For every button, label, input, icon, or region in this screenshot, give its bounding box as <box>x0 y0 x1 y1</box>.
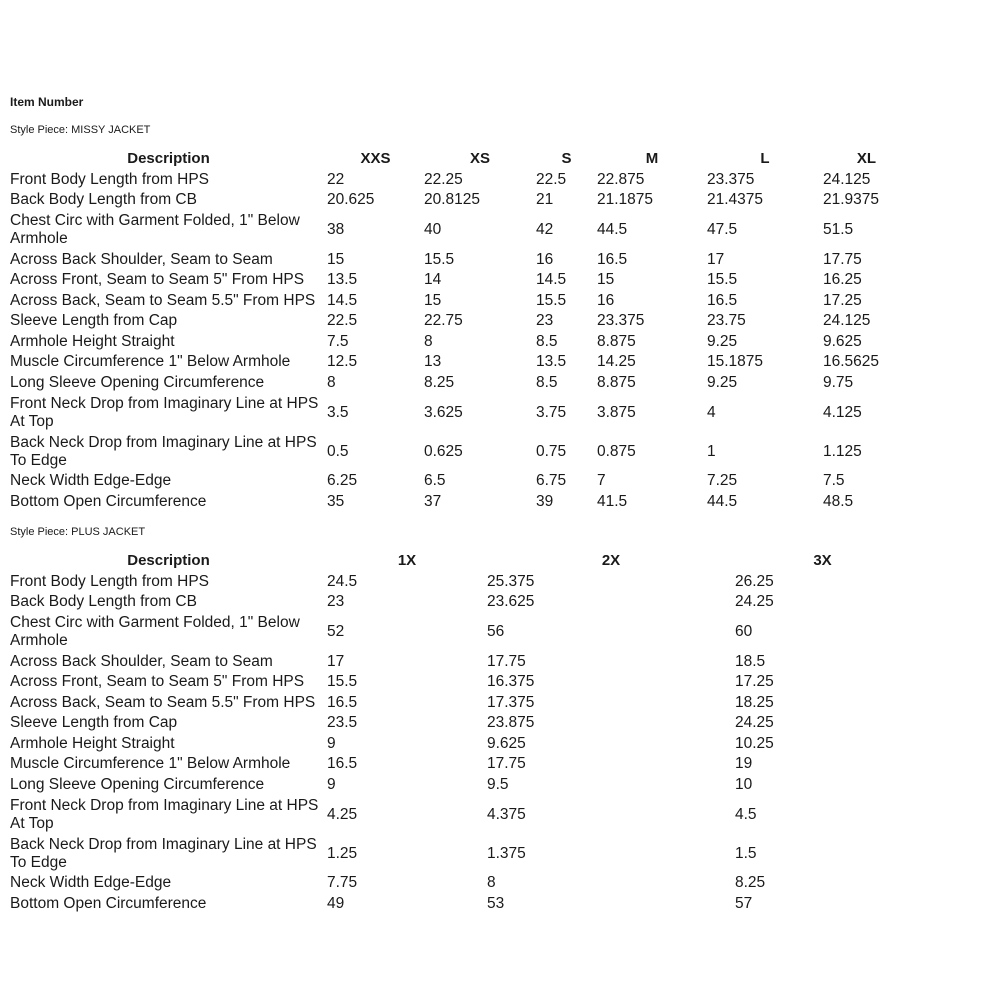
measurement-value: 7.5 <box>823 472 845 490</box>
measurement-description: Bottom Open Circumference <box>10 894 207 912</box>
measurement-value: 38 <box>327 221 345 238</box>
plus-spec-table <box>10 551 910 914</box>
column-header-size: 1X <box>397 552 417 570</box>
measurement-value: 22.5 <box>327 312 358 330</box>
measurement-description: Neck Width Edge-Edge <box>10 874 172 892</box>
column-header-size: XS <box>469 150 490 168</box>
column-header-size: XL <box>856 150 877 168</box>
measurement-value: 49 <box>327 894 345 912</box>
measurement-value: 1 <box>707 442 716 460</box>
plus-table-body <box>10 572 910 915</box>
measurement-value: 14.25 <box>597 353 636 371</box>
measurement-value: 24.5 <box>327 572 358 590</box>
measurement-value: 47.5 <box>707 221 738 238</box>
table-row <box>10 834 910 873</box>
missy-spec-table <box>10 149 910 512</box>
measurement-value: 25.375 <box>487 572 535 590</box>
table-row <box>10 894 910 915</box>
measurement-value: 20.625 <box>327 191 375 209</box>
measurement-description: Armhole Height Straight <box>10 734 175 752</box>
plus-table-header <box>10 551 910 572</box>
measurement-value: 9.625 <box>487 734 526 752</box>
measurement-value: 1.375 <box>487 844 526 862</box>
column-header-size: 3X <box>813 552 832 570</box>
measurement-description: Armhole Height Straight <box>10 332 175 350</box>
measurement-value: 24.125 <box>823 170 871 188</box>
measurement-value: 20.8125 <box>424 191 481 209</box>
measurement-value: 23.375 <box>707 170 755 188</box>
measurement-value: 41.5 <box>597 492 628 510</box>
measurement-value: 15.5 <box>536 291 567 309</box>
measurement-value: 7.25 <box>707 472 738 490</box>
measurement-value: 15.5 <box>424 250 455 268</box>
measurement-value: 16.5 <box>327 755 358 773</box>
table-row <box>10 432 910 471</box>
measurement-value: 13.5 <box>536 353 567 371</box>
measurement-value: 18.5 <box>735 652 766 670</box>
measurement-value: 35 <box>327 492 345 510</box>
measurement-description: Sleeve Length from Cap <box>10 714 178 732</box>
missy-header-row <box>10 149 910 170</box>
measurement-value: 26.25 <box>735 572 774 590</box>
measurement-description: Front Body Length from HPS <box>10 572 210 590</box>
measurement-value: 14 <box>424 271 442 289</box>
measurement-value: 17.75 <box>823 250 862 268</box>
measurement-description: Across Back, Seam to Seam 5.5" From HPS <box>10 693 316 711</box>
measurement-value: 51.5 <box>823 221 854 238</box>
measurement-description: Front Body Length from HPS <box>10 170 210 188</box>
column-header-size: 2X <box>601 552 621 570</box>
table-row <box>10 373 910 394</box>
measurement-value: 14.5 <box>536 271 567 289</box>
measurement-value: 8.25 <box>424 373 455 391</box>
measurement-value: 7.75 <box>327 874 358 892</box>
measurement-value: 15.5 <box>327 673 358 691</box>
measurement-value: 15 <box>327 250 345 268</box>
missy-style-label: Style Piece: MISSY JACKET <box>10 124 151 136</box>
measurement-value: 8.5 <box>536 332 558 350</box>
table-row <box>10 693 910 714</box>
measurement-value: 40 <box>424 221 442 238</box>
table-row <box>10 492 910 513</box>
measurement-value: 9.625 <box>823 332 862 350</box>
measurement-value: 6.25 <box>327 472 358 490</box>
measurement-description: Bottom Open Circumference <box>10 492 207 510</box>
measurement-value: 10 <box>735 775 753 793</box>
measurement-value: 56 <box>487 623 505 640</box>
table-row <box>10 652 910 673</box>
measurement-value: 8.875 <box>597 373 636 391</box>
measurement-description: Back Body Length from CB <box>10 593 197 611</box>
measurement-value: 21.1875 <box>597 191 654 209</box>
measurement-value: 24.25 <box>735 714 774 732</box>
measurement-value: 9 <box>327 734 336 752</box>
table-row <box>10 471 910 492</box>
measurement-value: 16.5 <box>597 250 628 268</box>
measurement-description: Back Body Length from CB <box>10 191 197 209</box>
measurement-description: Front Neck Drop from Imaginary Line at HPS At Top <box>10 394 319 430</box>
item-number-label: Item Number <box>10 95 84 109</box>
measurement-description: Muscle Circumference 1" Below Armhole <box>10 353 291 371</box>
measurement-value: 4.125 <box>823 403 862 421</box>
measurement-value: 52 <box>327 623 345 640</box>
measurement-value: 6.5 <box>424 472 446 490</box>
measurement-description: Across Front, Seam to Seam 5" From HPS <box>10 673 305 691</box>
measurement-value: 17.25 <box>735 673 774 691</box>
column-header-size: S <box>561 150 572 168</box>
table-row <box>10 713 910 734</box>
measurement-value: 9.75 <box>823 373 854 391</box>
measurement-value: 1.5 <box>735 844 757 862</box>
measurement-value: 16.5 <box>327 693 358 711</box>
measurement-value: 7 <box>597 472 606 490</box>
measurement-value: 4.375 <box>487 805 526 823</box>
measurement-description: Long Sleeve Opening Circumference <box>10 373 265 391</box>
measurement-value: 18.25 <box>735 693 774 711</box>
measurement-description: Back Neck Drop from Imaginary Line at HPS To Edge <box>10 433 317 469</box>
measurement-value: 15 <box>424 291 442 309</box>
measurement-value: 53 <box>487 894 505 912</box>
plus-header-row <box>10 551 910 572</box>
measurement-value: 17 <box>327 652 345 670</box>
measurement-description: Chest Circ with Garment Folded, 1" Below Armhole <box>10 212 300 247</box>
measurement-value: 21 <box>536 191 554 209</box>
measurement-value: 9.25 <box>707 373 738 391</box>
measurement-value: 8.5 <box>536 373 558 391</box>
measurement-value: 8.875 <box>597 332 636 350</box>
measurement-value: 9.25 <box>707 332 738 350</box>
measurement-value: 15 <box>597 271 615 289</box>
measurement-value: 48.5 <box>823 492 854 510</box>
measurement-value: 13.5 <box>327 271 358 289</box>
measurement-description: Across Front, Seam to Seam 5" From HPS <box>10 271 305 289</box>
missy-table-body <box>10 170 910 513</box>
measurement-description: Sleeve Length from Cap <box>10 312 178 330</box>
measurement-value: 19 <box>735 755 753 773</box>
measurement-value: 16 <box>597 291 615 309</box>
measurement-value: 24.25 <box>735 593 774 611</box>
table-row <box>10 754 910 775</box>
measurement-value: 42 <box>536 221 554 238</box>
measurement-value: 23.5 <box>327 714 358 732</box>
table-row <box>10 873 910 894</box>
measurement-value: 44.5 <box>597 221 628 238</box>
measurement-description: Front Neck Drop from Imaginary Line at HPS At Top <box>10 796 319 832</box>
table-row <box>10 734 910 755</box>
measurement-value: 24.125 <box>823 312 871 330</box>
measurement-value: 22.5 <box>536 170 567 188</box>
measurement-value: 3.75 <box>536 403 567 421</box>
measurement-value: 60 <box>735 623 753 640</box>
measurement-value: 22 <box>327 170 345 188</box>
measurement-value: 23.875 <box>487 714 535 732</box>
table-row <box>10 211 910 250</box>
table-row <box>10 352 910 373</box>
measurement-value: 17.25 <box>823 291 862 309</box>
measurement-value: 8.25 <box>735 874 766 892</box>
measurement-description: Chest Circ with Garment Folded, 1" Below Armhole <box>10 614 300 649</box>
measurement-description: Neck Width Edge-Edge <box>10 472 172 490</box>
table-row <box>10 795 910 834</box>
measurement-value: 7.5 <box>327 332 349 350</box>
measurement-value: 15.1875 <box>707 353 764 371</box>
column-header-size: XXS <box>360 150 391 168</box>
measurement-value: 23.75 <box>707 312 746 330</box>
measurement-value: 57 <box>735 894 753 912</box>
measurement-description: Across Back Shoulder, Seam to Seam <box>10 250 273 268</box>
measurement-value: 15.5 <box>707 271 738 289</box>
measurement-value: 22.75 <box>424 312 463 330</box>
measurement-value: 4.5 <box>735 805 757 823</box>
measurement-value: 3.625 <box>424 403 463 421</box>
measurement-value: 0.5 <box>327 442 349 460</box>
measurement-value: 0.625 <box>424 442 463 460</box>
table-row <box>10 613 910 652</box>
column-header-description: Description <box>127 150 210 168</box>
measurement-value: 0.75 <box>536 442 567 460</box>
measurement-value: 23 <box>327 593 345 611</box>
measurement-value: 22.25 <box>424 170 463 188</box>
measurement-value: 39 <box>536 492 554 510</box>
measurement-value: 16.5 <box>707 291 738 309</box>
measurement-value: 37 <box>424 492 442 510</box>
missy-table-header <box>10 149 910 170</box>
table-row <box>10 393 910 432</box>
measurement-value: 9 <box>327 775 336 793</box>
plus-style-label: Style Piece: PLUS JACKET <box>10 526 146 538</box>
measurement-value: 16 <box>536 250 554 268</box>
measurement-value: 12.5 <box>327 353 358 371</box>
measurement-value: 16.25 <box>823 271 862 289</box>
measurement-value: 22.875 <box>597 170 645 188</box>
measurement-value: 8 <box>487 874 496 892</box>
measurement-description: Muscle Circumference 1" Below Armhole <box>10 755 291 773</box>
measurement-value: 8 <box>424 332 433 350</box>
measurement-value: 17.75 <box>487 755 526 773</box>
column-header-description: Description <box>127 552 210 570</box>
table-row <box>10 190 910 211</box>
measurement-value: 4 <box>707 403 716 421</box>
measurement-value: 0.875 <box>597 442 636 460</box>
table-row <box>10 672 910 693</box>
measurement-value: 17.75 <box>487 652 526 670</box>
measurement-description: Back Neck Drop from Imaginary Line at HPS To Edge <box>10 835 317 871</box>
table-row <box>10 332 910 353</box>
measurement-value: 1.25 <box>327 844 358 862</box>
measurement-value: 8 <box>327 373 336 391</box>
measurement-value: 16.5625 <box>823 353 880 371</box>
table-row <box>10 311 910 332</box>
table-row <box>10 572 910 593</box>
measurement-value: 9.5 <box>487 775 509 793</box>
table-row <box>10 270 910 291</box>
measurement-value: 6.75 <box>536 472 567 490</box>
measurement-value: 13 <box>424 353 442 371</box>
measurement-value: 3.5 <box>327 403 349 421</box>
measurement-description: Long Sleeve Opening Circumference <box>10 775 265 793</box>
measurement-value: 17 <box>707 250 725 268</box>
measurement-value: 21.4375 <box>707 191 764 209</box>
measurement-value: 17.375 <box>487 693 535 711</box>
measurement-value: 4.25 <box>327 805 358 823</box>
measurement-description: Across Back Shoulder, Seam to Seam <box>10 652 273 670</box>
measurement-value: 23.625 <box>487 593 535 611</box>
measurement-value: 3.875 <box>597 403 636 421</box>
measurement-value: 1.125 <box>823 442 862 460</box>
measurement-value: 44.5 <box>707 492 738 510</box>
table-row <box>10 170 910 191</box>
column-header-size: M <box>645 150 659 168</box>
table-row <box>10 250 910 271</box>
measurement-description: Across Back, Seam to Seam 5.5" From HPS <box>10 291 316 309</box>
measurement-value: 23.375 <box>597 312 645 330</box>
table-row <box>10 291 910 312</box>
table-row <box>10 592 910 613</box>
measurement-value: 23 <box>536 312 554 330</box>
table-row <box>10 775 910 796</box>
column-header-size: L <box>760 150 770 168</box>
measurement-value: 10.25 <box>735 734 774 752</box>
measurement-value: 21.9375 <box>823 191 880 209</box>
measurement-value: 14.5 <box>327 291 358 309</box>
measurement-value: 16.375 <box>487 673 535 691</box>
